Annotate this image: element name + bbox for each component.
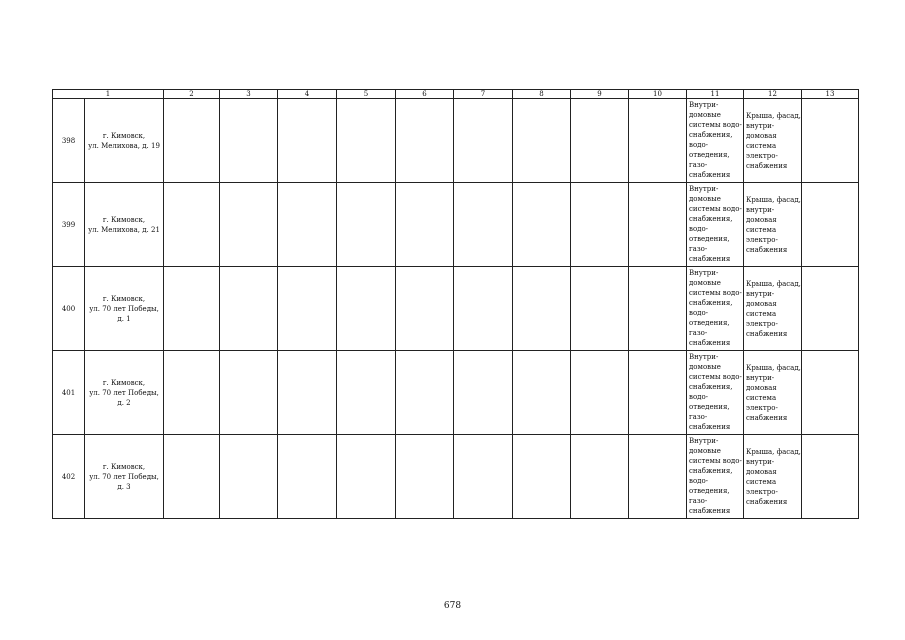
structures-line: Крыша, фасад,	[746, 364, 801, 372]
systems-line: снабжения	[689, 255, 731, 263]
address-line: г. Кимовск,	[102, 462, 146, 471]
column-header: 6	[396, 90, 454, 99]
empty-cell	[396, 351, 454, 435]
structures-line: внутри-	[746, 374, 775, 382]
systems-line: системы водо-	[689, 457, 742, 465]
row-number: 402	[53, 435, 85, 519]
address-line: ул. 70 лет Победы,	[89, 388, 159, 397]
empty-cell	[454, 351, 513, 435]
address-line: д. 2	[117, 398, 131, 407]
address-line: ул. Мелихова, д. 21	[88, 225, 160, 234]
systems-line: системы водо-	[689, 373, 742, 381]
empty-cell	[337, 267, 396, 351]
address-line: д. 1	[117, 314, 131, 323]
empty-cell	[278, 99, 337, 183]
empty-cell	[278, 351, 337, 435]
systems-line: водо-	[689, 141, 709, 149]
structures-line: внутри-	[746, 458, 775, 466]
column-header: 3	[220, 90, 278, 99]
systems-line: снабжения	[689, 507, 731, 515]
structures-line: домовая	[746, 216, 777, 224]
systems-line: отведения,	[689, 487, 730, 495]
empty-cell	[571, 435, 629, 519]
systems-line: водо-	[689, 309, 709, 317]
systems-line: Внутри-	[689, 437, 719, 445]
systems-line: домовые	[689, 363, 721, 371]
empty-cell	[513, 267, 571, 351]
empty-cell	[629, 435, 687, 519]
empty-cell	[513, 435, 571, 519]
structures-line: электро-	[746, 488, 778, 496]
structures-line: снабжения	[746, 414, 788, 422]
structures-cell	[744, 351, 802, 435]
systems-line: системы водо-	[689, 121, 742, 129]
structures-cell	[744, 99, 802, 183]
systems-line: снабжения	[689, 339, 731, 347]
data-table	[52, 89, 859, 519]
column-header: 7	[454, 90, 513, 99]
empty-cell	[513, 183, 571, 267]
structures-line: домовая	[746, 300, 777, 308]
empty-cell	[571, 267, 629, 351]
empty-cell	[220, 183, 278, 267]
address-cell	[85, 351, 164, 435]
structures-line: снабжения	[746, 330, 788, 338]
systems-line: водо-	[689, 477, 709, 485]
systems-line: газо-	[689, 161, 708, 169]
table-row	[53, 183, 859, 267]
empty-cell	[629, 99, 687, 183]
systems-line: газо-	[689, 413, 708, 421]
empty-cell	[337, 435, 396, 519]
empty-cell	[802, 99, 859, 183]
structures-line: домовая	[746, 132, 777, 140]
systems-line: газо-	[689, 245, 708, 253]
table-row	[53, 99, 859, 183]
structures-line: Крыша, фасад,	[746, 112, 801, 120]
address-cell	[85, 99, 164, 183]
row-number: 400	[53, 267, 85, 351]
systems-line: снабжения,	[689, 299, 733, 307]
column-header: 12	[744, 90, 802, 99]
systems-line: домовые	[689, 447, 721, 455]
structures-line: Крыша, фасад,	[746, 280, 801, 288]
systems-line: водо-	[689, 225, 709, 233]
header-row	[53, 90, 859, 99]
table-row	[53, 435, 859, 519]
column-header: 13	[802, 90, 859, 99]
structures-line: система	[746, 310, 777, 318]
empty-cell	[164, 435, 220, 519]
column-header: 5	[337, 90, 396, 99]
structures-line: Крыша, фасад,	[746, 196, 801, 204]
table-row	[53, 267, 859, 351]
structures-line: внутри-	[746, 122, 775, 130]
empty-cell	[629, 183, 687, 267]
structures-line: электро-	[746, 236, 778, 244]
structures-line: внутри-	[746, 206, 775, 214]
empty-cell	[571, 351, 629, 435]
systems-line: Внутри-	[689, 185, 719, 193]
systems-line: отведения,	[689, 151, 730, 159]
structures-line: домовая	[746, 384, 777, 392]
systems-line: газо-	[689, 497, 708, 505]
systems-line: снабжения,	[689, 131, 733, 139]
address-line: г. Кимовск,	[102, 131, 146, 140]
empty-cell	[164, 267, 220, 351]
address-line: г. Кимовск,	[102, 215, 146, 224]
structures-cell	[744, 267, 802, 351]
address-cell	[85, 183, 164, 267]
empty-cell	[454, 267, 513, 351]
systems-line: системы водо-	[689, 205, 742, 213]
systems-line: снабжения	[689, 171, 731, 179]
address-line: ул. 70 лет Победы,	[89, 304, 159, 313]
column-header: 1	[53, 90, 164, 99]
systems-cell	[687, 183, 744, 267]
structures-cell	[744, 183, 802, 267]
table-row	[53, 351, 859, 435]
empty-cell	[220, 99, 278, 183]
column-header: 11	[687, 90, 744, 99]
structures-line: снабжения	[746, 498, 788, 506]
systems-line: газо-	[689, 329, 708, 337]
empty-cell	[396, 435, 454, 519]
empty-cell	[454, 99, 513, 183]
empty-cell	[396, 183, 454, 267]
column-header: 2	[164, 90, 220, 99]
empty-cell	[164, 183, 220, 267]
column-header: 10	[629, 90, 687, 99]
systems-cell	[687, 99, 744, 183]
empty-cell	[278, 183, 337, 267]
empty-cell	[337, 183, 396, 267]
address-cell	[85, 435, 164, 519]
systems-line: системы водо-	[689, 289, 742, 297]
systems-line: Внутри-	[689, 101, 719, 109]
structures-line: Крыша, фасад,	[746, 448, 801, 456]
systems-line: снабжения,	[689, 467, 733, 475]
systems-line: снабжения,	[689, 383, 733, 391]
systems-line: домовые	[689, 279, 721, 287]
column-header: 8	[513, 90, 571, 99]
structures-line: система	[746, 142, 777, 150]
empty-cell	[629, 351, 687, 435]
column-header: 4	[278, 90, 337, 99]
systems-line: домовые	[689, 195, 721, 203]
structures-line: система	[746, 226, 777, 234]
systems-line: домовые	[689, 111, 721, 119]
structures-line: снабжения	[746, 162, 788, 170]
structures-line: электро-	[746, 320, 778, 328]
structures-line: электро-	[746, 152, 778, 160]
empty-cell	[337, 99, 396, 183]
systems-line: снабжения	[689, 423, 731, 431]
empty-cell	[220, 267, 278, 351]
empty-cell	[278, 435, 337, 519]
empty-cell	[454, 183, 513, 267]
address-line: д. 3	[117, 482, 131, 491]
empty-cell	[513, 99, 571, 183]
column-header: 9	[571, 90, 629, 99]
systems-line: водо-	[689, 393, 709, 401]
empty-cell	[571, 183, 629, 267]
address-cell	[85, 267, 164, 351]
systems-cell	[687, 435, 744, 519]
structures-line: электро-	[746, 404, 778, 412]
address-line: г. Кимовск,	[102, 378, 146, 387]
structures-line: снабжения	[746, 246, 788, 254]
empty-cell	[220, 435, 278, 519]
systems-line: Внутри-	[689, 269, 719, 277]
address-line: г. Кимовск,	[102, 294, 146, 303]
systems-line: отведения,	[689, 235, 730, 243]
systems-cell	[687, 351, 744, 435]
systems-line: отведения,	[689, 319, 730, 327]
structures-line: внутри-	[746, 290, 775, 298]
empty-cell	[629, 267, 687, 351]
row-number: 398	[53, 99, 85, 183]
row-number: 401	[53, 351, 85, 435]
address-line: ул. Мелихова, д. 19	[88, 141, 160, 150]
empty-cell	[571, 99, 629, 183]
empty-cell	[513, 351, 571, 435]
empty-cell	[454, 435, 513, 519]
empty-cell	[396, 267, 454, 351]
empty-cell	[164, 351, 220, 435]
page-number: 678	[443, 601, 462, 611]
empty-cell	[220, 351, 278, 435]
empty-cell	[337, 351, 396, 435]
empty-cell	[802, 267, 859, 351]
empty-cell	[278, 267, 337, 351]
address-line: ул. 70 лет Победы,	[89, 472, 159, 481]
systems-line: Внутри-	[689, 353, 719, 361]
empty-cell	[396, 99, 454, 183]
structures-cell	[744, 435, 802, 519]
empty-cell	[802, 183, 859, 267]
row-number: 399	[53, 183, 85, 267]
systems-line: снабжения,	[689, 215, 733, 223]
empty-cell	[164, 99, 220, 183]
structures-line: домовая	[746, 468, 777, 476]
systems-line: отведения,	[689, 403, 730, 411]
structures-line: система	[746, 478, 777, 486]
structures-line: система	[746, 394, 777, 402]
empty-cell	[802, 435, 859, 519]
empty-cell	[802, 351, 859, 435]
systems-cell	[687, 267, 744, 351]
